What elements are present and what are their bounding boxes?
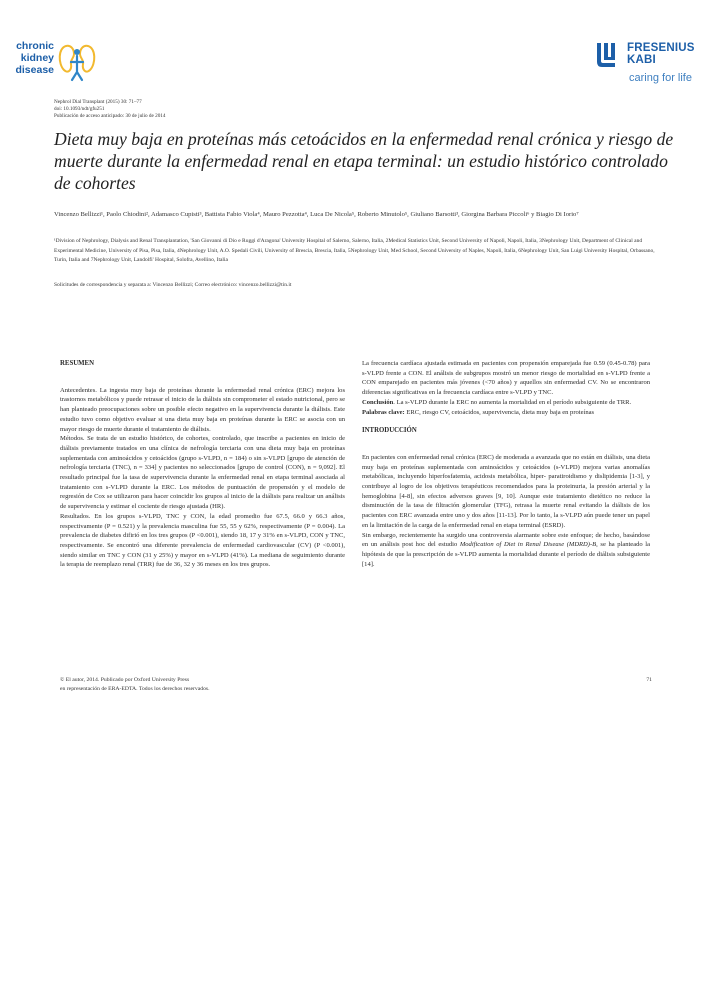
ckd-logo-line1: chronic	[16, 40, 54, 52]
right-column	[362, 359, 650, 569]
introduction-paragraph-2	[362, 531, 650, 570]
abstract-background: Antecedentes. La ingesta muy baja de proteínas durante la enfermedad renal crónica (ERC) mejora los trastornos metabólicos y puede retrasar el inicio de la diálisis sin comprometer el estado nutricional, pero se han planteado preocupaciones sobre un posible efecto negativo en la supervivencia durante la diálisis. Este estudio tuvo como objetivo evaluar si una dieta muy baja en proteínas durante la ERC se asocia con un mayor riesgo de muerte durante el tratamiento de diálisis.	[60, 386, 345, 433]
journal-citation: Nephrol Dial Transplant (2015) 30: 71–77	[54, 99, 142, 105]
ckd-logo-line2: kidney	[20, 52, 54, 64]
copyright-line-1: © El autor, 2014. Publicado por Oxford University Press	[60, 677, 190, 683]
intro-p2-start: Sin embargo, recientemente ha surgido una controversia alarmante sobre este enfoque; de hecho, basándose en un análisis post hoc del estudio	[362, 531, 650, 549]
page-number: 71	[646, 677, 652, 683]
fresenius-kabi-name	[627, 42, 695, 66]
left-column	[60, 359, 345, 570]
doi: doi: 10.1093/ndt/gfu251	[54, 106, 105, 112]
fresenius-symbol-icon	[595, 42, 621, 68]
kidney-icon	[56, 42, 100, 82]
fresenius-kabi-logo	[595, 40, 707, 90]
abstract-keywords	[362, 408, 650, 418]
ckd-logo-text	[8, 40, 54, 76]
correspondence: Solicitudes de correspondencia y separata a: Vincenzo Bellizzi; Correo electrónico: vincenzo.bellizzi@tin.it	[54, 282, 292, 288]
abstract-results: Resultados. En los grupos s-VLPD, TNC y CON, la edad promedio fue 67.5, 66.0 y 66.3 años, respectivamente (P = 0.521) y la prevalencia masculina fue 55, 55 y 62%, respectivamente (P = 0.004). La prevalencia de diabetes difirió en los tres grupos (P <0.001), siendo 18, 17 y 31% en s-VLPD, CON y TNC, respectivamente. Se encontró una diferente prevalencia de enfermedad cardiovascular (CV) (P <0.001), siendo similar en TNC y CON (31 y 25%) y mayor en s-VLPD (41%). La mediana de seguimiento durante la terapia de reemplazo renal (TRR) fue de 36, 32 y 36 meses en los tres grupos.	[60, 512, 345, 569]
mdrd-study-name: Modification of Diet in Renal Disease (MDRD)-B	[459, 541, 597, 549]
ckd-logo-line3: disease	[15, 64, 54, 76]
author-list: Vincenzo Bellizzi¹, Paolo Chiodini², Adamasco Cupisti³, Battista Fabio Viola⁴, Mauro Pezzotta⁴, Luca De Nicola⁵, Roberto Minutolo⁵, Giuliano Barsotti³, Giorgina Barbara Piccoli⁶ y Biagio Di Iorio⁷	[54, 211, 579, 218]
chronic-kidney-disease-logo	[8, 40, 108, 85]
abstract-results-continued: La frecuencia cardíaca ajustada estimada en pacientes con propensión emparejada fue 0.59 (0.45-0.78) para s-VLPD frente a CON. El análisis de subgrupos mostró un menor riesgo de mortalidad en s-VLPD frente a CON emparejado en pacientes más jóvenes (<70 años) y aquellos sin enfermedad CV. No se encontraron diferencias significativas en la frecuencia cardíaca entre s-VLPD y TNC.	[362, 360, 650, 397]
fresenius-name-line2: KABI	[627, 54, 656, 66]
abstract-methods: Métodos. Se trata de un estudio histórico, de cohortes, controlado, que inscribe a pacientes en inicio de diálisis previamente tratados en una clínica de nefrología terciaria con una dieta muy baja en proteínas suplementada con aminoácidos y cetoácidos (grupo s-VLPD, n = 184) o sin s-VLPD [grupo de atención de nefrología terciaria (TNC), n = 334] y pacientes no seleccionados [grupo de control (CON), n = 9,092]. El resultado principal fue la tasa de supervivencia durante la enfermedad renal en etapa terminal asociada al tratamiento con s-VLPD durante la ERC. Los métodos de puntuación de propensión y el modelo de regresión de Cox se utilizaron para hacer coincidir los grupos al inicio de la diálisis para realizar un análisis de supervivencia y estimar el cociente de riesgo ajustada (HR).	[60, 435, 345, 511]
abstract-heading: RESUMEN	[60, 360, 94, 367]
introduction-heading: INTRODUCCIÓN	[362, 427, 417, 435]
intro-p2-end: , se ha planteado la hipótesis de que la prescripción de s-VLPD aumenta la mortalidad durante el período de diálisis subsiguiente [14].	[362, 541, 650, 568]
conclusion-text: . La s-VLPD durante la ERC no aumenta la mortalidad en el período subsiguiente de TRR.	[393, 398, 632, 406]
keywords-label: Palabras clave:	[362, 408, 405, 416]
article-meta	[54, 99, 166, 120]
keywords-text: ERC, riesgo CV, cetoácidos, supervivencia, dieta muy baja en proteínas	[404, 408, 595, 416]
copyright-line-2: en representación de ERA-EDTA. Todos los derechos reservados.	[60, 685, 210, 692]
affiliations: ¹Division of Nephrology, Dialysis and Renal Transplantation, 'San Giovanni di Dio e Ruggi d'Aragona' University Hospital of Salerno, Salerno, Italia, 2Medical Statistics Unit, Second University of Napoli, Napoli, Italia, 3Nephrology Unit, Department of Clinical and Experimental Medicine, University of Pisa, Pisa, Italia, 4Nephrology Unit, A.O. Spedali Civili, University of Brescia, Brescia, Italia, 5Nephrology Unit, Med School, Second University of Naples, Napoli, Italia, 6Nephrology Unit, San Luigi University Hospital, Orbassano, Turin, Italia and 7Nephrology Unit, Landolfi' Hospital, Solofra, Avellino, Italia	[54, 238, 655, 263]
article-title: Dieta muy baja en proteínas más cetoácidos en la enfermedad renal crónica y riesgo de muerte durante la enfermedad renal en etapa terminal: un estudio histórico controlado de cohortes	[54, 129, 674, 193]
page-footer	[60, 676, 652, 693]
introduction-paragraph-1: En pacientes con enfermedad renal crónica (ERC) de moderada a avanzada que no están en diálisis, una dieta muy baja en proteínas suplementada con aminoácidos y cetoácidos (s-VLPD) mejora varias anomalías metabólicas, incluyendo hiperfosfatemia, acidosis metabólica, hiper- paratiroidismo y dislipidemia [1-3], y contribuye al logro de los objetivos terapéuticos recomendados para la proteinuria, la presión arterial y la hemoglobina [4-8], sin efectos adversos graves [9, 10]. Aunque este tratamiento dietético no reduce la disminución de la tasa de filtración glomerular (TFG), retrasa la muerte renal evitando la diálisis de los pacientes con ERC avanzada entre uno y dos años [11-13]. Por lo tanto, la s-VLPD aún puede tener un papel en la limitación de la carga de la enfermedad renal en etapa terminal (ESRD).	[362, 453, 650, 529]
publication-date: Publicación de acceso anticipado: 30 de julio de 2014	[54, 113, 166, 119]
conclusion-label: Conclusión	[362, 398, 394, 406]
fresenius-tagline: caring for life	[629, 72, 692, 84]
fresenius-name-line1: FRESENIUS	[627, 42, 695, 54]
abstract-conclusion	[362, 398, 650, 408]
